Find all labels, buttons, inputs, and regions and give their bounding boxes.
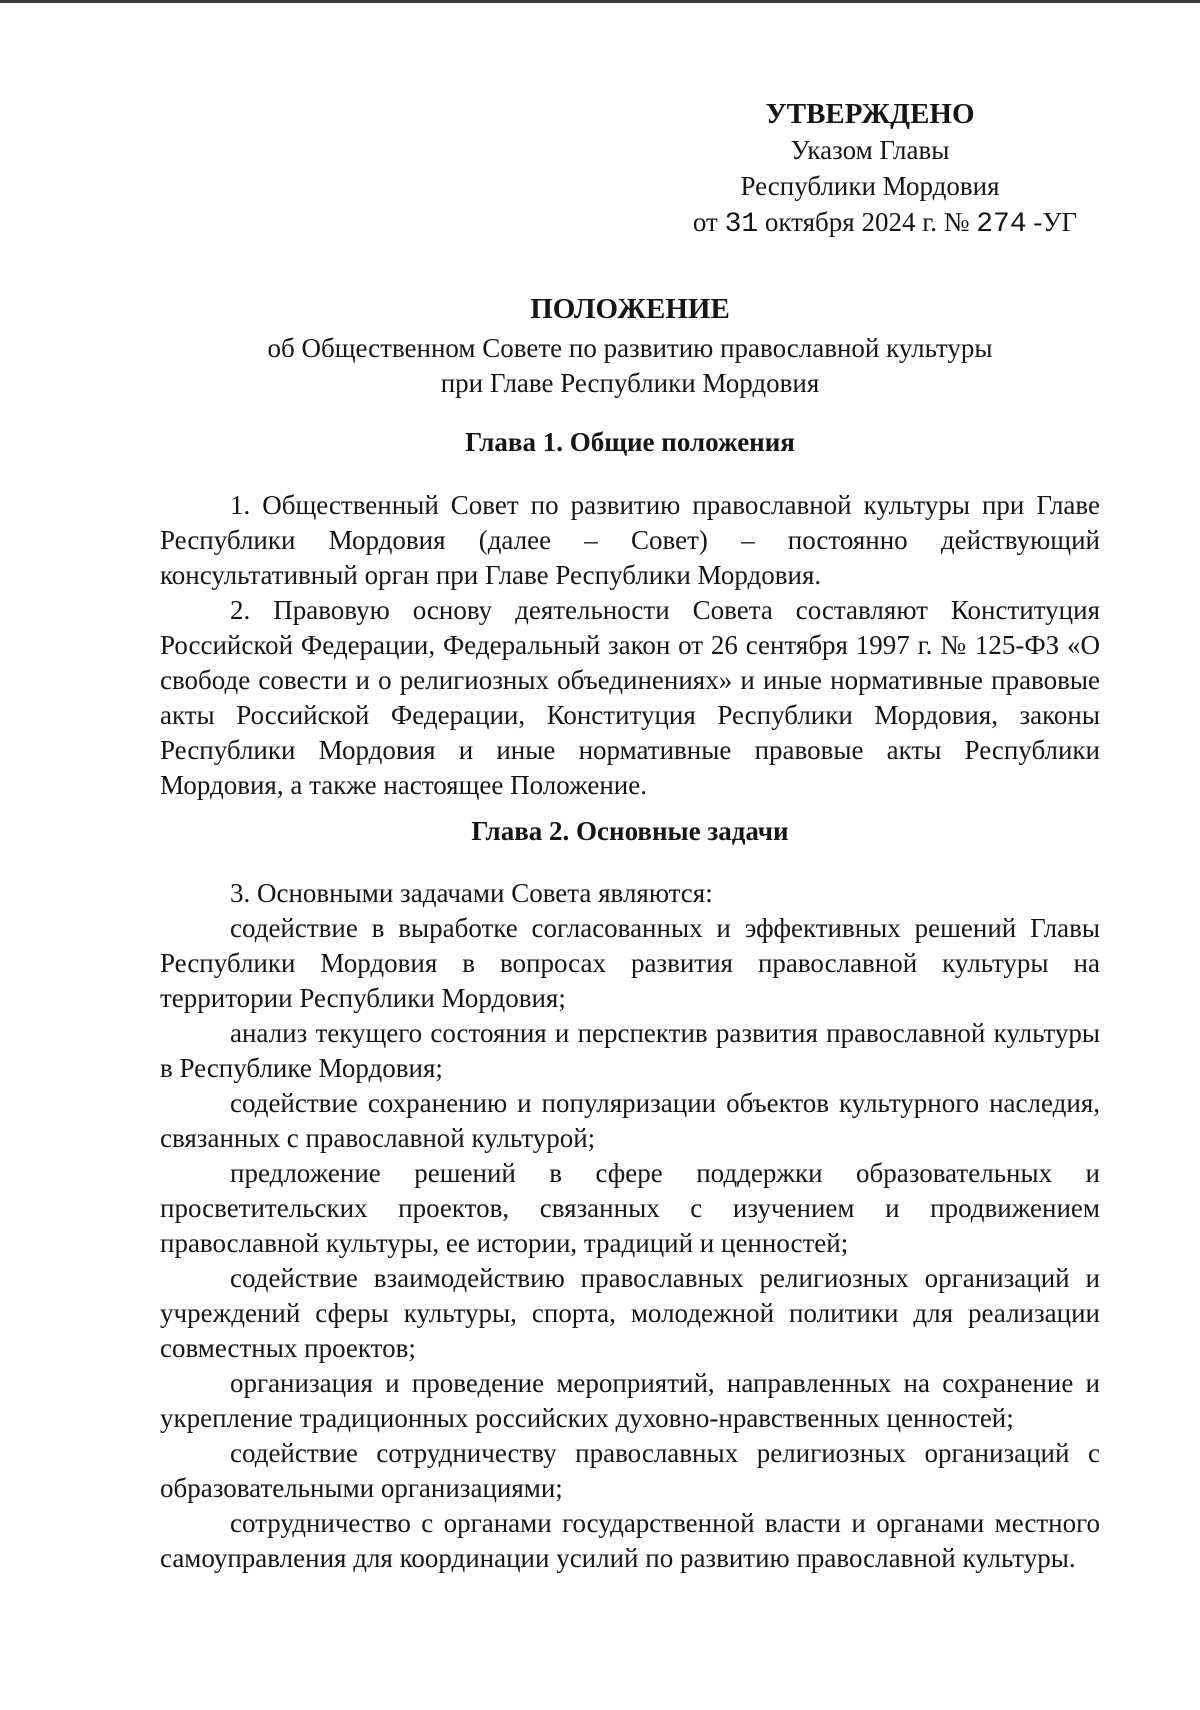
date-day-handwritten: 31 (724, 209, 759, 240)
list-item: анализ текущего состояния и перспектив развития православной культуры в Республике Мордовия; (160, 1018, 1100, 1083)
date-rest: октября 2024 г. № (764, 207, 970, 237)
approval-date-line (640, 204, 1100, 243)
approval-stamp-block (640, 96, 1100, 243)
approval-line-1: Указом Главы (790, 135, 950, 165)
list-item: содействие сохранению и популяризации объектов культурного наследия, связанных с православной культурой; (160, 1088, 1100, 1153)
document-subtitle-line-2: при Главе Республики Мордовия (440, 368, 820, 398)
document-subtitle-line-1: об Общественном Совете по развитию православной культуры (267, 333, 993, 363)
document-title-block (160, 292, 1100, 401)
approval-title: УТВЕРЖДЕНО (765, 98, 975, 130)
list-item: сотрудничество с органами государственной власти и органами местного самоуправления для координации усилий по развитию православной культуры. (160, 1508, 1100, 1573)
chapter-1-heading: Глава 1. Общие положения (465, 427, 795, 457)
list-item: содействие сотрудничеству православных религиозных организаций с образовательными организациями; (160, 1438, 1100, 1503)
decree-number-handwritten: 274 (976, 209, 1027, 240)
page-top-edge (0, 0, 1200, 3)
paragraph: 1. Общественный Совет по развитию православной культуры при Главе Республики Мордовия (далее – Совет) – постоянно действующий консультативный орган при Главе Республики Мордовия. (160, 490, 1100, 590)
chapter-2-heading: Глава 2. Основные задачи (471, 816, 789, 846)
list-item: содействие в выработке согласованных и эффективных решений Главы Республики Мордовия в вопросах развития православной культуры на территории Республики Мордовия; (160, 913, 1100, 1013)
approval-line-2: Республики Мордовия (740, 171, 1000, 201)
date-prefix: от (692, 207, 718, 237)
document-title: ПОЛОЖЕНИЕ (530, 293, 730, 325)
chapter-2-body (160, 876, 1100, 1576)
list-item: предложение решений в сфере поддержки образовательных и просветительских проектов, связанных с изучением и продвижением православной культуры, ее истории, традиций и ценностей; (160, 1158, 1100, 1258)
list-item: организация и проведение мероприятий, направленных на сохранение и укрепление традиционных российских духовно-нравственных ценностей; (160, 1368, 1100, 1433)
paragraph: 3. Основными задачами Совета являются: (230, 878, 713, 908)
decree-number-suffix: -УГ (1033, 207, 1078, 237)
list-item: содействие взаимодействию православных религиозных организаций и учреждений сферы культуры, спорта, молодежной политики для реализации совместных проектов; (160, 1263, 1100, 1363)
paragraph: 2. Правовую основу деятельности Совета составляют Конституция Российской Федерации, Федеральный закон от 26 сентября 1997 г. № 125-ФЗ «О свободе совести и о религиозных объединениях» и иные нормативные правовые акты Российской Федерации, Конституция Республики Мордовия, законы Республики Мордовия и иные нормативные правовые акты Республики Мордовия, а также настоящее Положение. (160, 595, 1100, 800)
chapter-1-body (160, 488, 1100, 803)
